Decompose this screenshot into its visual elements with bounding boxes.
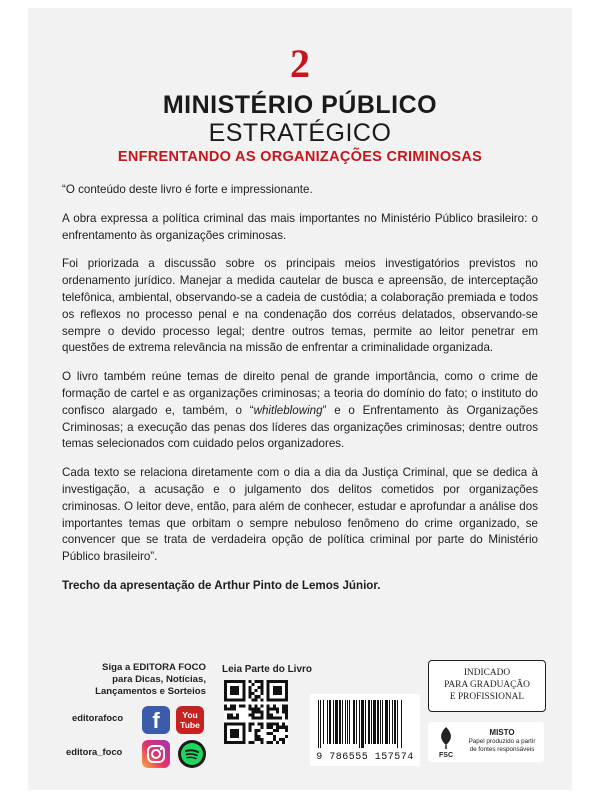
instagram-icon[interactable]: [142, 740, 170, 768]
subtitle: ENFRENTANDO AS ORGANIZAÇÕES CRIMINOSAS: [117, 149, 483, 165]
paragraph-5: Cada texto se relaciona diretamente com o dia a dia da Justiça Criminal, que se dedica à investigação, a acusação e o julgamento dos delitos cometidos por organizações criminosas. O leitor deve, então, para além de conhecer, estudar e aprofundar a análise dos importantes temas que orbitam o sempre nebuloso fenômeno do crime organizado, se convencer que se trata de verdadeira opção de política criminal por parte do Ministério Público brasileiro”.: [62, 466, 538, 564]
instagram-handle[interactable]: editora_foco: [66, 746, 123, 757]
back-cover: [28, 8, 572, 790]
fsc-description: [462, 738, 542, 754]
author-credit: Trecho da apresentação de Arthur Pinto de Lemos Júnior.: [62, 578, 381, 592]
paragraph-4-part-a: O livro também reúne temas de direito penal de grande importância, como o crime de formação de cartel e as organizações criminosas; a teoria do domínio do fato; o instituto do confisco alargado e, também, o “: [62, 370, 538, 417]
fsc-logo: [434, 725, 458, 759]
paragraph-4: [62, 369, 538, 453]
facebook-icon[interactable]: f: [142, 706, 170, 734]
fsc-description-line-1: Papel produzido a partir: [468, 738, 536, 745]
back-cover-text: [62, 182, 538, 607]
youtube-icon-text-you: You: [182, 710, 198, 720]
fsc-description-line-2: de fontes responsáveis: [469, 746, 535, 753]
facebook-handle[interactable]: editorafoco: [72, 712, 124, 723]
indicado-line-1: INDICADO: [463, 668, 511, 678]
indicado-badge: [428, 660, 546, 712]
instagram-glyph: [142, 740, 170, 768]
social-heading-line-1: Siga a EDITORA FOCO: [102, 662, 206, 673]
whistleblowing-term: whitleblowing: [253, 403, 323, 417]
spotify-icon[interactable]: [178, 740, 206, 768]
paragraph-3: Foi priorizada a discussão sobre os principais meios investigatórios previstos no ordenamento jurídico. Manejar a medida cautelar de busca e apreensão, de interceptação telefônica, ambiental, observando-se a cadeia de custódia; a colaboração premiada e todos os reflexos no processo penal e na condenação dos corréus delatados, observando-se sempre o devido processo legal; dentre outros temas, permite ao leitor penetrar em questões de extrema relevância na missão de enfrentar a criminalidade organizada.: [62, 257, 538, 355]
barcode-panel: [310, 694, 420, 766]
youtube-icon-text-tube: Tube: [180, 720, 200, 730]
spotify-glyph: [178, 740, 206, 768]
barcode: [316, 700, 414, 748]
fsc-logo-text: FSC: [439, 752, 453, 759]
volume-number: 2: [290, 41, 310, 86]
social-heading-line-2: para Dicas, Notícias,: [112, 674, 206, 685]
paragraph-4-part-b: ” e o Enfrentamento às Organizações Criminosas; a execução das penas dos líderes das organizações criminosas; dentre outros temas selecionados com cuidado pelos organizadores.: [62, 403, 538, 451]
social-heading-line-3: Lançamentos e Sorteios: [95, 686, 206, 697]
title-line-1: MINISTÉRIO PÚBLICO: [162, 91, 438, 119]
isbn-number: 9 786555 157574: [316, 752, 414, 763]
fsc-misto-label: MISTO: [489, 728, 515, 737]
qr-code[interactable]: [224, 680, 288, 744]
social-heading: [54, 662, 206, 698]
youtube-icon[interactable]: [176, 706, 204, 734]
paragraph-1: “O conteúdo deste livro é forte e impressionante.: [62, 183, 313, 196]
qr-label: Leia Parte do Livro: [222, 664, 313, 675]
indicado-line-3: E PROFISSIONAL: [449, 692, 525, 702]
indicado-line-2: PARA GRADUAÇÃO: [444, 680, 530, 690]
fsc-panel: [428, 722, 544, 762]
paragraph-2: A obra expressa a política criminal das mais importantes no Ministério Público brasileiro: o enfrentamento às organizações criminosas.: [62, 211, 538, 242]
title-line-2: ESTRATÉGICO: [208, 119, 392, 147]
